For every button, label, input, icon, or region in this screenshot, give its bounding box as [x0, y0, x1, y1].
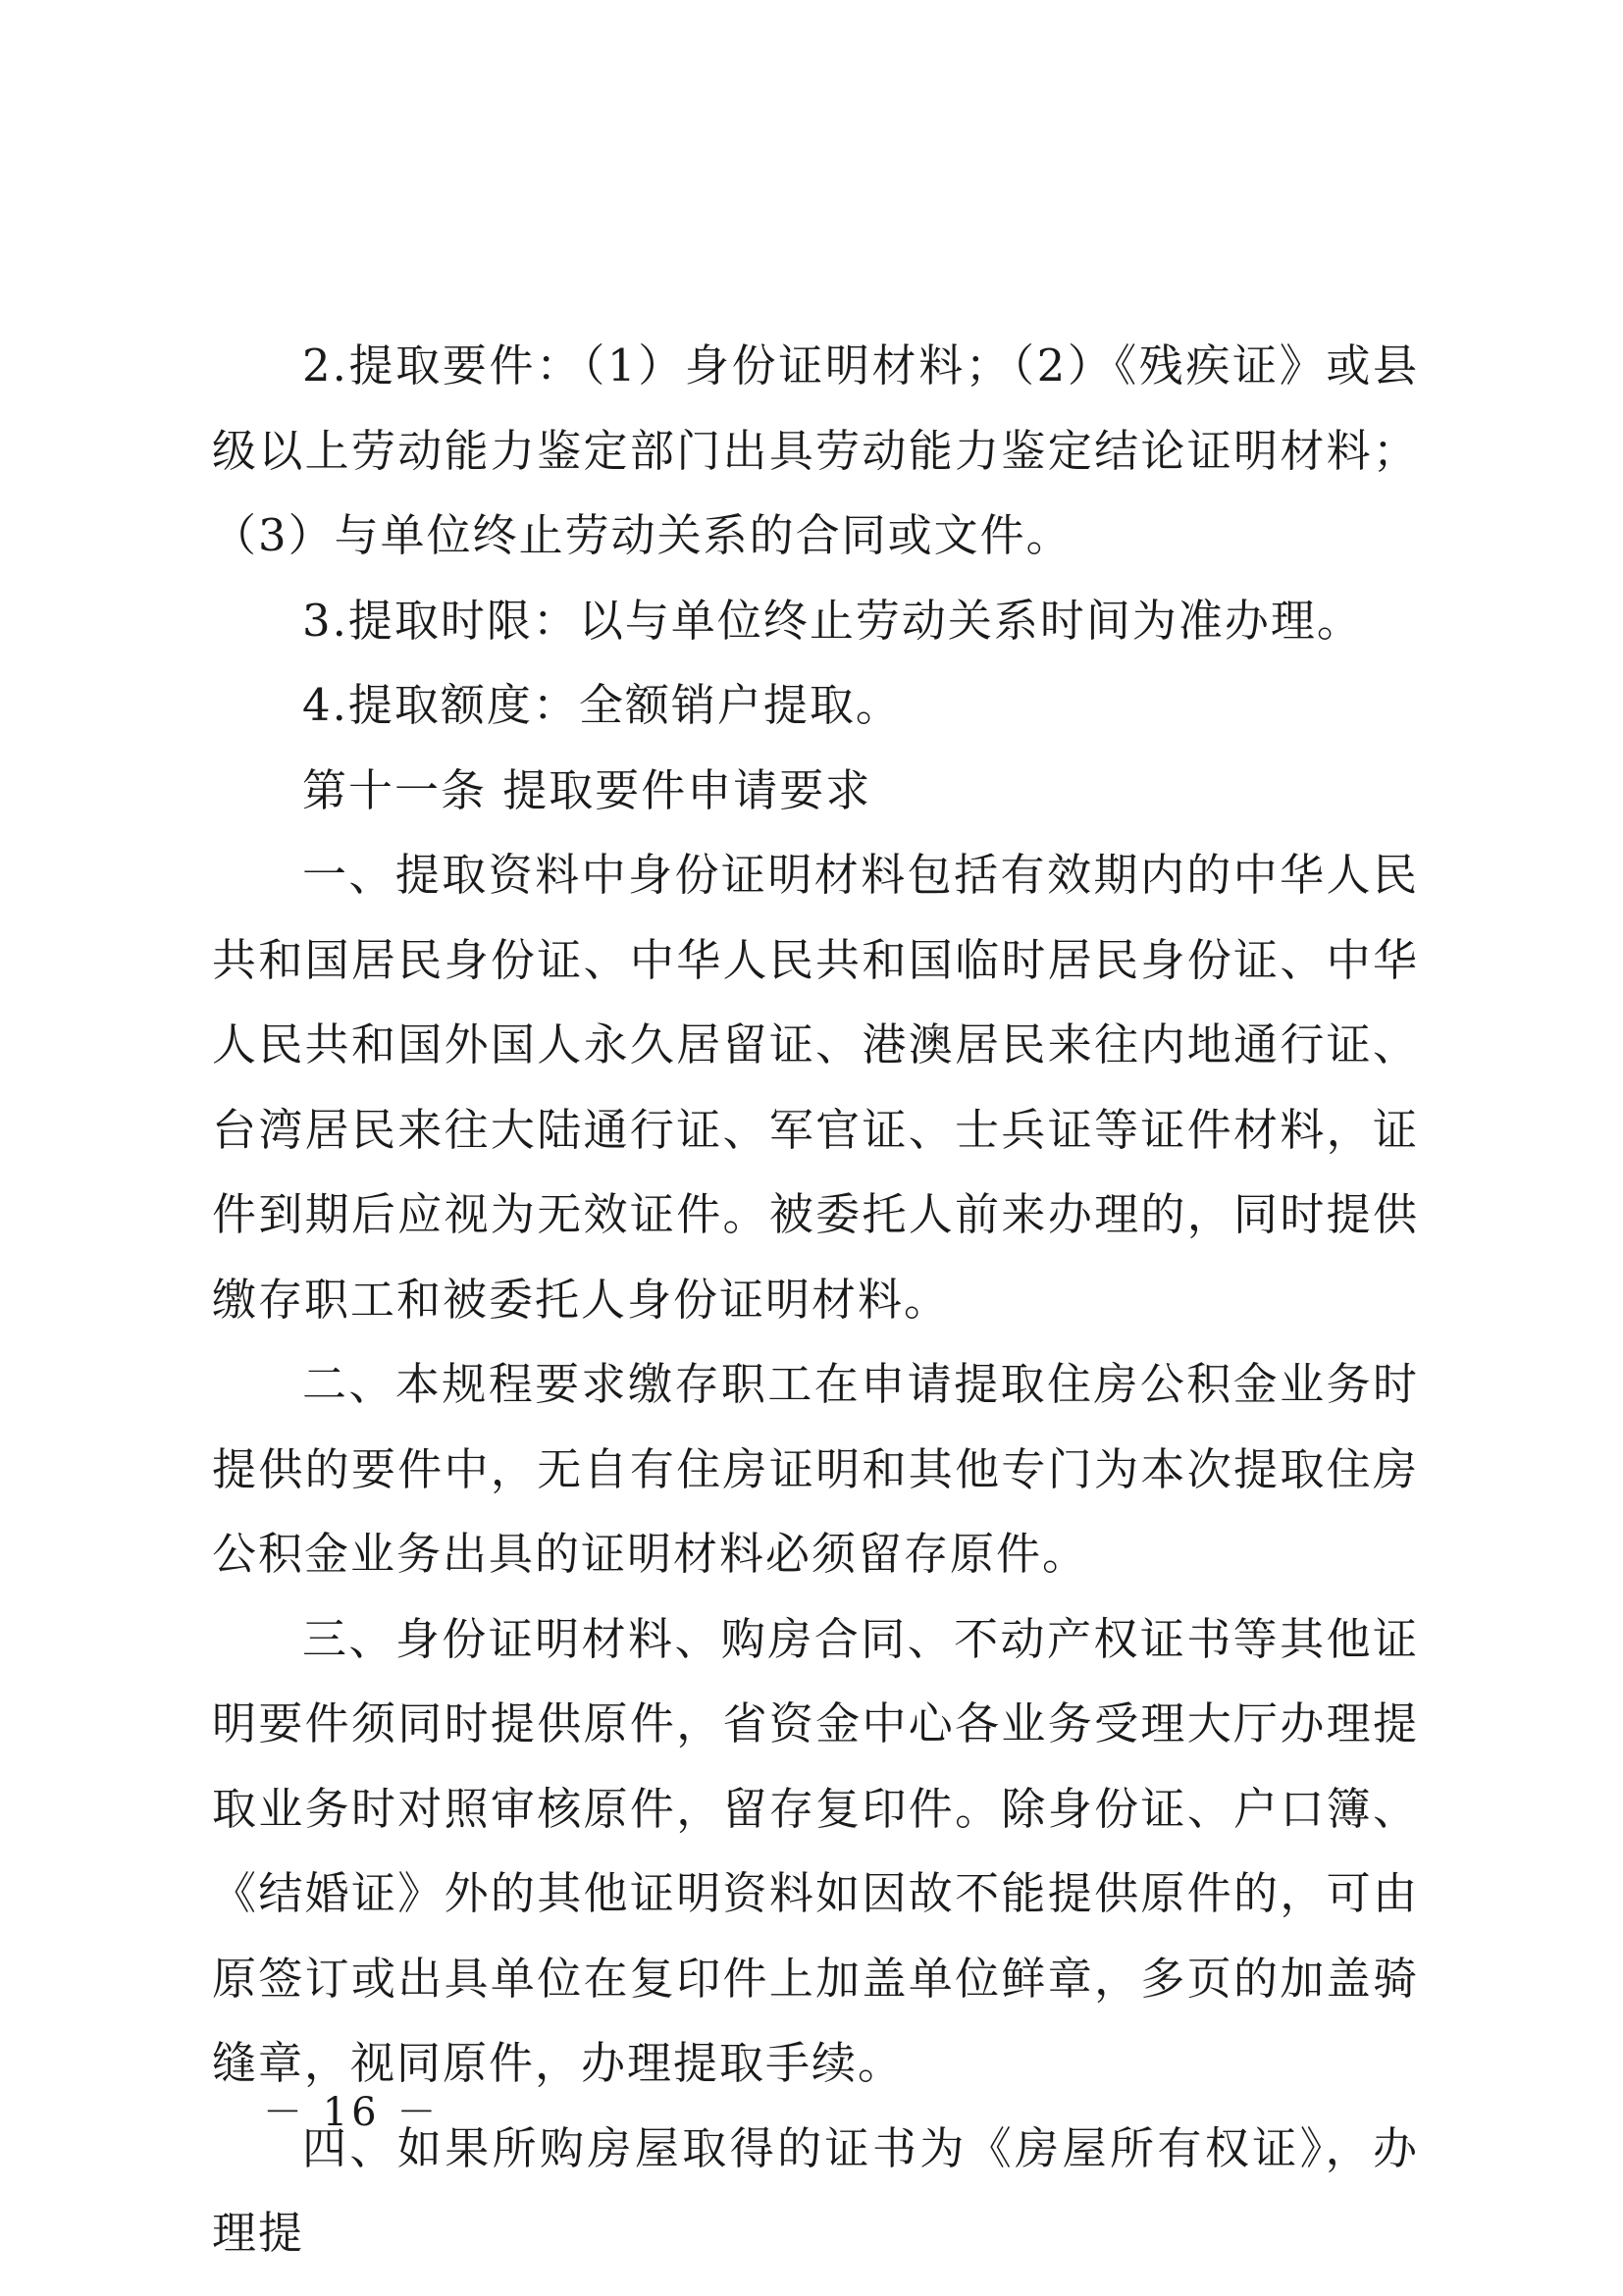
- article-heading: 第十一条 提取要件申请要求: [302, 763, 872, 816]
- paragraph-original-verification: 三、身份证明材料、购房合同、不动产权证书等其他证明要件须同时提供原件，省资金中心各业务受理大厅办理提取业务时对照审核原件，留存复印件。除身份证、户口簿、《结婚证》外的其他证明资料如因故不能提供原件的，可由原签订或出具单位在复印件上加盖单位鲜章，多页的加盖骑缝章，视同原件，办理提取手续。: [212, 1612, 1419, 2089]
- body-text: [212, 324, 1419, 2276]
- paragraph-house-certificate: 四、如果所购房屋取得的证书为《房屋所有权证》，办理提: [212, 2121, 1419, 2259]
- paragraph-extraction-amount: 4.提取额度：全额销户提取。: [302, 679, 902, 731]
- page-number: － 16 －: [263, 2090, 441, 2135]
- paragraph-original-retention: 二、本规程要求缴存职工在申请提取住房公积金业务时提供的要件中，无自有住房证明和其他专门为本次提取住房公积金业务出具的证明材料必须留存原件。: [212, 1358, 1419, 1580]
- paragraph-extraction-documents: 2.提取要件：（1）身份证明材料；（2）《残疾证》或县级以上劳动能力鉴定部门出具劳动能力鉴定结论证明材料；（3）与单位终止劳动关系的合同或文件。: [212, 339, 1419, 561]
- paragraph-identity-materials: 一、提取资料中身份证明材料包括有效期内的中华人民共和国居民身份证、中华人民共和国临时居民身份证、中华人民共和国外国人永久居留证、港澳居民来往内地通行证、台湾居民来往大陆通行证、军官证、士兵证等证件材料，证件到期后应视为无效证件。被委托人前来办理的，同时提供缴存职工和被委托人身份证明材料。: [212, 849, 1419, 1326]
- paragraph-extraction-time-limit: 3.提取时限：以与单位终止劳动关系时间为准办理。: [302, 594, 1363, 647]
